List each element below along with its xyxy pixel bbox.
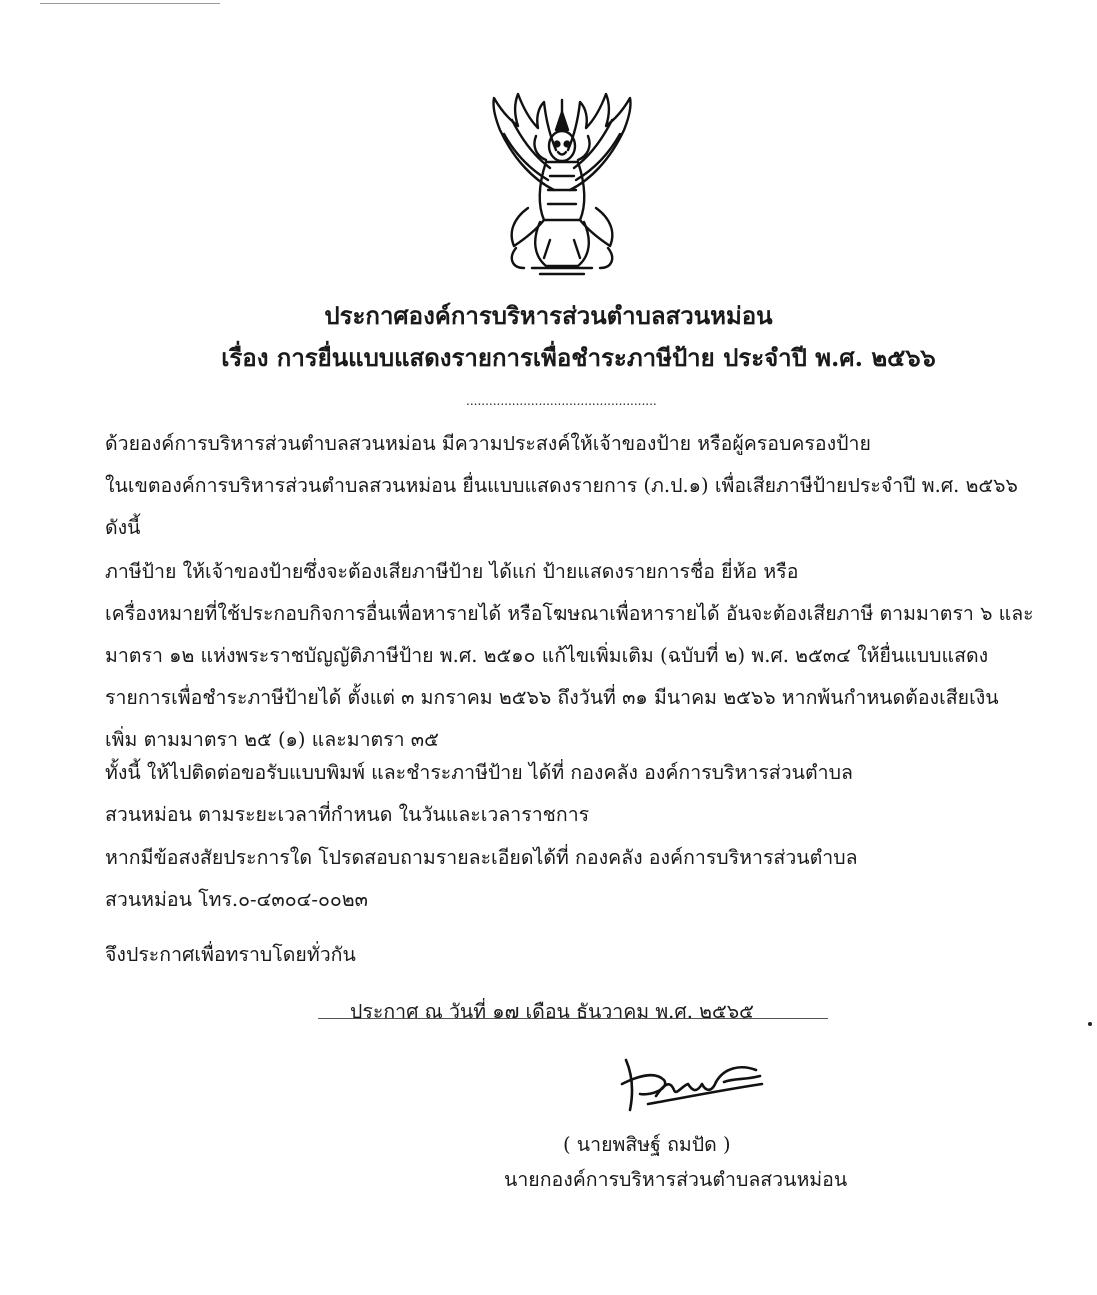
paragraph-inquiry [105, 837, 858, 921]
document-title: ประกาศองค์การบริหารส่วนตำบลสวนหม่อน [324, 301, 773, 330]
paragraph-line: ดังนี้ [105, 516, 141, 539]
paragraph-line: ทั้งนี้ ให้ไปติดต่อขอรับแบบพิมพ์ และชำระภาษีป้าย ได้ที่ กองคลัง องค์การบริหารส่วนตำบล [105, 761, 853, 784]
paragraph-line: มาตรา ๑๒ แห่งพระราชบัญญัติภาษีป้าย พ.ศ. ๒๕๑๐ แก้ไขเพิ่มเติม (ฉบับที่ ๒) พ.ศ. ๒๕๓๔ ให้ยื่นแบบแสดง [105, 644, 989, 667]
paragraph-line: รายการเพื่อชำระภาษีป้ายได้ ตั้งแต่ ๓ มกราคม ๒๕๖๖ ถึงวันที่ ๓๑ มีนาคม ๒๕๖๖ หากพ้นกำหนดต้องเสียเงิน [105, 686, 999, 709]
garuda-emblem-icon [474, 90, 650, 280]
separator-dotted-line: .................................................. [466, 396, 657, 406]
paragraph-line: ภาษีป้าย ให้เจ้าของป้ายซึ่งจะต้องเสียภาษีป้าย ได้แก่ ป้ายแสดงรายการชื่อ ยี่ห้อ หรือ [105, 560, 799, 583]
paragraph-line: สวนหม่อน โทร.๐-๔๓๐๔-๐๐๒๓ [105, 888, 368, 911]
handwritten-signature-icon [612, 1050, 772, 1120]
paragraph-line: ในเขตองค์การบริหารส่วนตำบลสวนหม่อน ยื่นแบบแสดงรายการ (ภ.ป.๑) เพื่อเสียภาษีป้ายประจำปี พ.ศ. ๒๕๖๖ [105, 474, 1018, 497]
paragraph-line: จึงประกาศเพื่อทราบโดยทั่วกัน [105, 943, 356, 966]
paragraph-contact-forms [105, 752, 853, 836]
scan-edge-line [40, 3, 220, 4]
paragraph-intro [105, 423, 1018, 549]
paragraph-line: เพิ่ม ตามมาตรา ๒๕ (๑) และมาตรา ๓๕ [105, 728, 439, 751]
signer-position: นายกองค์การบริหารส่วนตำบลสวนหม่อน [504, 1168, 848, 1191]
paragraph-line: ด้วยองค์การบริหารส่วนตำบลสวนหม่อน มีความประสงค์ให้เจ้าของป้าย หรือผู้ครอบครองป้าย [105, 432, 871, 455]
scan-speck [1088, 1022, 1092, 1026]
paragraph-line: หากมีข้อสงสัยประการใด โปรดสอบถามรายละเอียดได้ที่ กองคลัง องค์การบริหารส่วนตำบล [105, 846, 858, 869]
date-underline [318, 1018, 828, 1019]
paragraph-line: เครื่องหมายที่ใช้ประกอบกิจการอื่นเพื่อหารายได้ หรือโฆษณาเพื่อหารายได้ อันจะต้องเสียภาษี ตามมาตรา ๖ และ [105, 602, 1034, 625]
document-subject: เรื่อง การยื่นแบบแสดงรายการเพื่อชำระภาษีป้าย ประจำปี พ.ศ. ๒๕๖๖ [221, 343, 936, 372]
paragraph-line: สวนหม่อน ตามระยะเวลาที่กำหนด ในวันและเวลาราชการ [105, 803, 590, 826]
paragraph-closing [105, 934, 356, 976]
announcement-date: ประกาศ ณ วันที่ ๑๗ เดือน ธันวาคม พ.ศ. ๒๕๖๕ [350, 1000, 754, 1023]
paragraph-sign-tax [105, 551, 1034, 761]
signer-name: ( นายพสิษฐ์ ถมปัด ) [563, 1133, 731, 1156]
